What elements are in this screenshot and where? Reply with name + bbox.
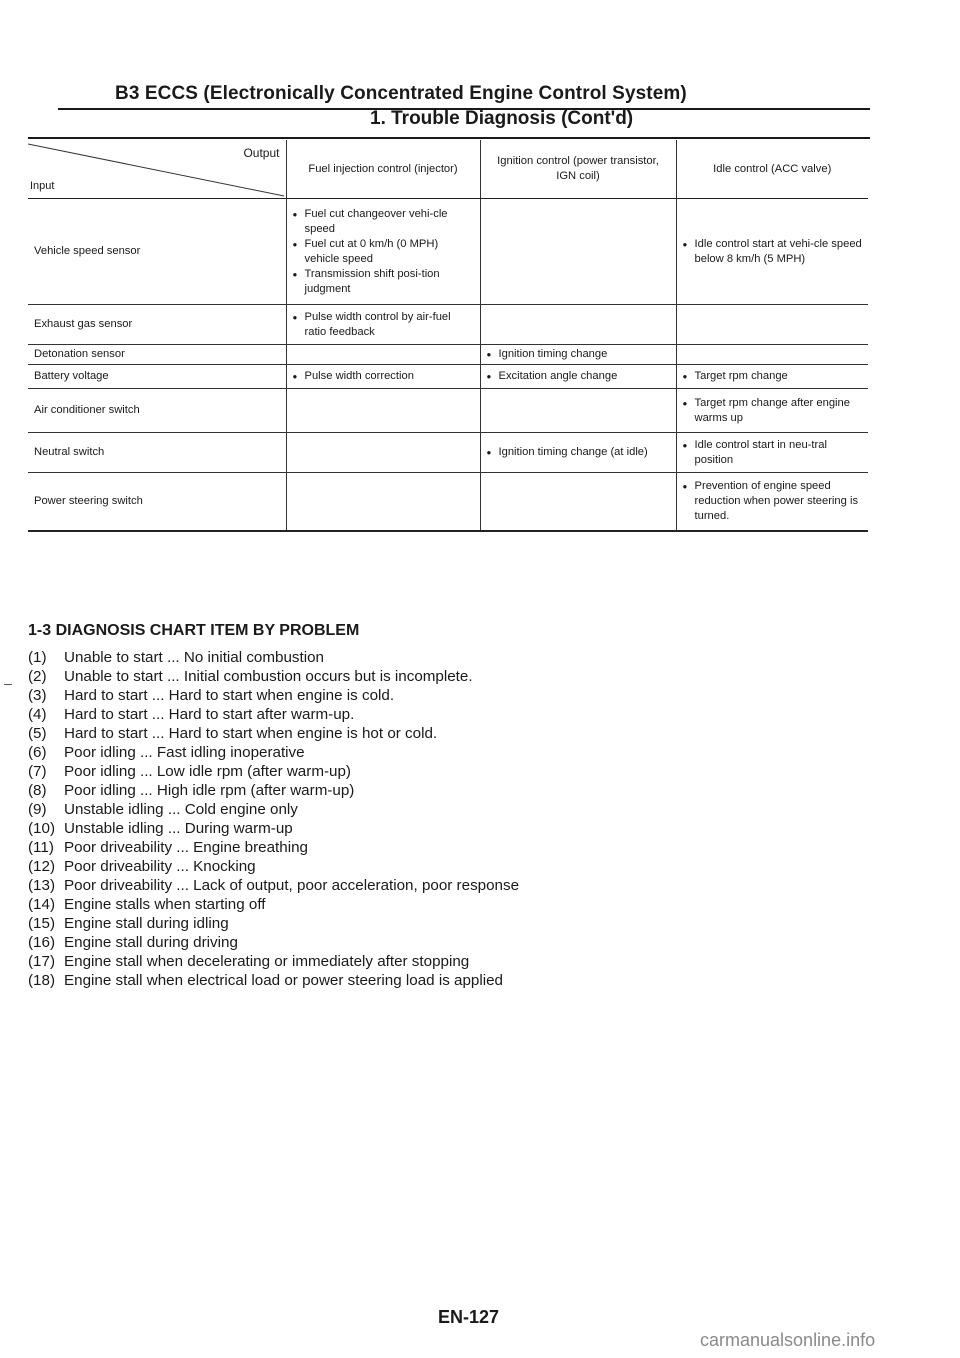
subtitle-rule [28,137,870,139]
input-cell: Power steering switch [28,473,286,531]
item-text: Poor idling ... High idle rpm (after warm-up) [64,782,355,799]
item-text: Engine stall when electrical load or power steering load is applied [64,972,504,989]
idle-cell [676,305,868,345]
list-item [28,686,519,705]
ignition-cell [480,365,676,389]
item-number: (11) [28,839,54,856]
fuel-cell [286,365,480,389]
list-item [28,933,519,952]
item-text: Hard to start ... Hard to start when engine is cold. [64,687,395,704]
list-item [28,914,519,933]
section-title: 1-3 DIAGNOSIS CHART ITEM BY PROBLEM [28,622,360,639]
item-text: Unable to start ... No initial combustion [64,649,324,666]
item-number: (4) [28,706,47,723]
item-number: (5) [28,725,47,742]
table-row [28,345,868,365]
input-cell: Detonation sensor [28,345,286,365]
idle-cell [676,365,868,389]
input-cell: Neutral switch [28,433,286,473]
table-body [28,199,868,531]
idle-cell [676,345,868,365]
list-item [28,819,519,838]
item-text: Unstable idling ... Cold engine only [64,801,298,818]
fuel-cell [286,433,480,473]
input-cell: Battery voltage [28,365,286,389]
list-item [28,971,519,990]
table-row [28,199,868,305]
ignition-cell [480,345,676,365]
list-item [28,781,519,800]
bullet-item: ● Idle control start in neu-tral position [683,438,863,468]
bullet-item: ● Pulse width control by air-fuel ratio feedback [293,310,474,340]
problem-list [28,648,519,990]
list-item [28,743,519,762]
item-number: (10) [28,820,56,837]
bullet-item: ● Excitation angle change [487,369,670,384]
page-subtitle: 1. Trouble Diagnosis (Cont'd) [370,108,634,129]
item-number: (7) [28,763,47,780]
item-text: Unstable idling ... During warm-up [64,820,293,837]
column-header-idle: Idle control (ACC valve) [676,140,868,199]
item-number: (3) [28,687,47,704]
fuel-cell [286,305,480,345]
bullet-item: ● Transmission shift posi-tion judgment [293,267,474,297]
item-number: (15) [28,915,56,932]
item-number: (6) [28,744,47,761]
page-header [115,82,875,129]
item-text: Poor driveability ... Engine breathing [64,839,308,856]
output-label: Output [243,146,280,160]
input-label: Input [30,180,55,192]
item-number: (14) [28,896,56,913]
diagnosis-table [28,140,868,532]
idle-cell [676,433,868,473]
item-text: Hard to start ... Hard to start when engine is hot or cold. [64,725,438,742]
list-item [28,667,519,686]
idle-cell [676,473,868,531]
item-number: (16) [28,934,56,951]
idle-cell [676,199,868,305]
list-item [28,705,519,724]
fuel-cell [286,389,480,433]
list-item [28,838,519,857]
item-text: Engine stalls when starting off [64,896,266,913]
table-row [28,389,868,433]
item-text: Engine stall during idling [64,915,229,932]
item-text: Poor driveability ... Lack of output, poor acceleration, poor response [64,877,520,894]
item-number: (18) [28,972,56,989]
list-item [28,876,519,895]
item-text: Poor driveability ... Knocking [64,858,256,875]
page-number: EN-127 [438,1307,500,1327]
table-row [28,433,868,473]
list-item [28,800,519,819]
item-text: Engine stall during driving [64,934,238,951]
bullet-item: ● Fuel cut at 0 km/h (0 MPH) vehicle speed [293,237,474,267]
bullet-item: ● Ignition timing change [487,347,670,362]
input-cell: Air conditioner switch [28,389,286,433]
bullet-item: ● Idle control start at vehi-cle speed below 8 km/h (5 MPH) [683,237,863,267]
item-text: Unable to start ... Initial combustion occurs but is incomplete. [64,668,473,685]
item-text: Poor idling ... Low idle rpm (after warm-up) [64,763,351,780]
input-cell: Vehicle speed sensor [28,199,286,305]
bullet-item: ● Fuel cut changeover vehi-cle speed [293,207,474,237]
table-header-row [28,140,868,199]
bullet-item: ● Prevention of engine speed reduction when power steering is turned. [683,479,863,524]
item-number: (1) [28,649,47,666]
list-item [28,724,519,743]
bullet-item: ● Ignition timing change (at idle) [487,445,670,460]
item-text: Hard to start ... Hard to start after warm-up. [64,706,355,723]
ignition-cell [480,305,676,345]
table-row [28,365,868,389]
column-header-fuel: Fuel injection control (injector) [286,140,480,199]
ignition-cell [480,473,676,531]
fuel-cell [286,199,480,305]
idle-cell [676,389,868,433]
item-number: (8) [28,782,47,799]
item-number: (12) [28,858,56,875]
input-cell: Exhaust gas sensor [28,305,286,345]
list-item [28,762,519,781]
column-header-ignition: Ignition control (power transistor, IGN coil) [480,140,676,199]
item-text: Poor idling ... Fast idling inoperative [64,744,305,761]
ignition-cell [480,389,676,433]
fuel-cell [286,345,480,365]
bullet-item: ● Target rpm change [683,369,863,384]
bullet-item: ● Target rpm change after engine warms up [683,396,863,426]
fuel-cell [286,473,480,531]
ignition-cell [480,199,676,305]
list-item [28,648,519,667]
item-number: (2) [28,668,47,685]
list-item [28,952,519,971]
list-item [28,895,519,914]
bullet-item: ● Pulse width correction [293,369,474,384]
item-number: (17) [28,953,56,970]
corner-cell [28,140,286,199]
table-row [28,473,868,531]
list-item [28,857,519,876]
ignition-cell [480,433,676,473]
item-text: Engine stall when decelerating or immediately after stopping [64,953,470,970]
margin-mark [4,684,12,685]
page-title: B3 ECCS (Electronically Concentrated Engine Control System) [115,83,687,104]
item-number: (9) [28,801,47,818]
table-row [28,305,868,345]
watermark: carmanualsonline.info [700,1330,876,1350]
item-number: (13) [28,877,56,894]
